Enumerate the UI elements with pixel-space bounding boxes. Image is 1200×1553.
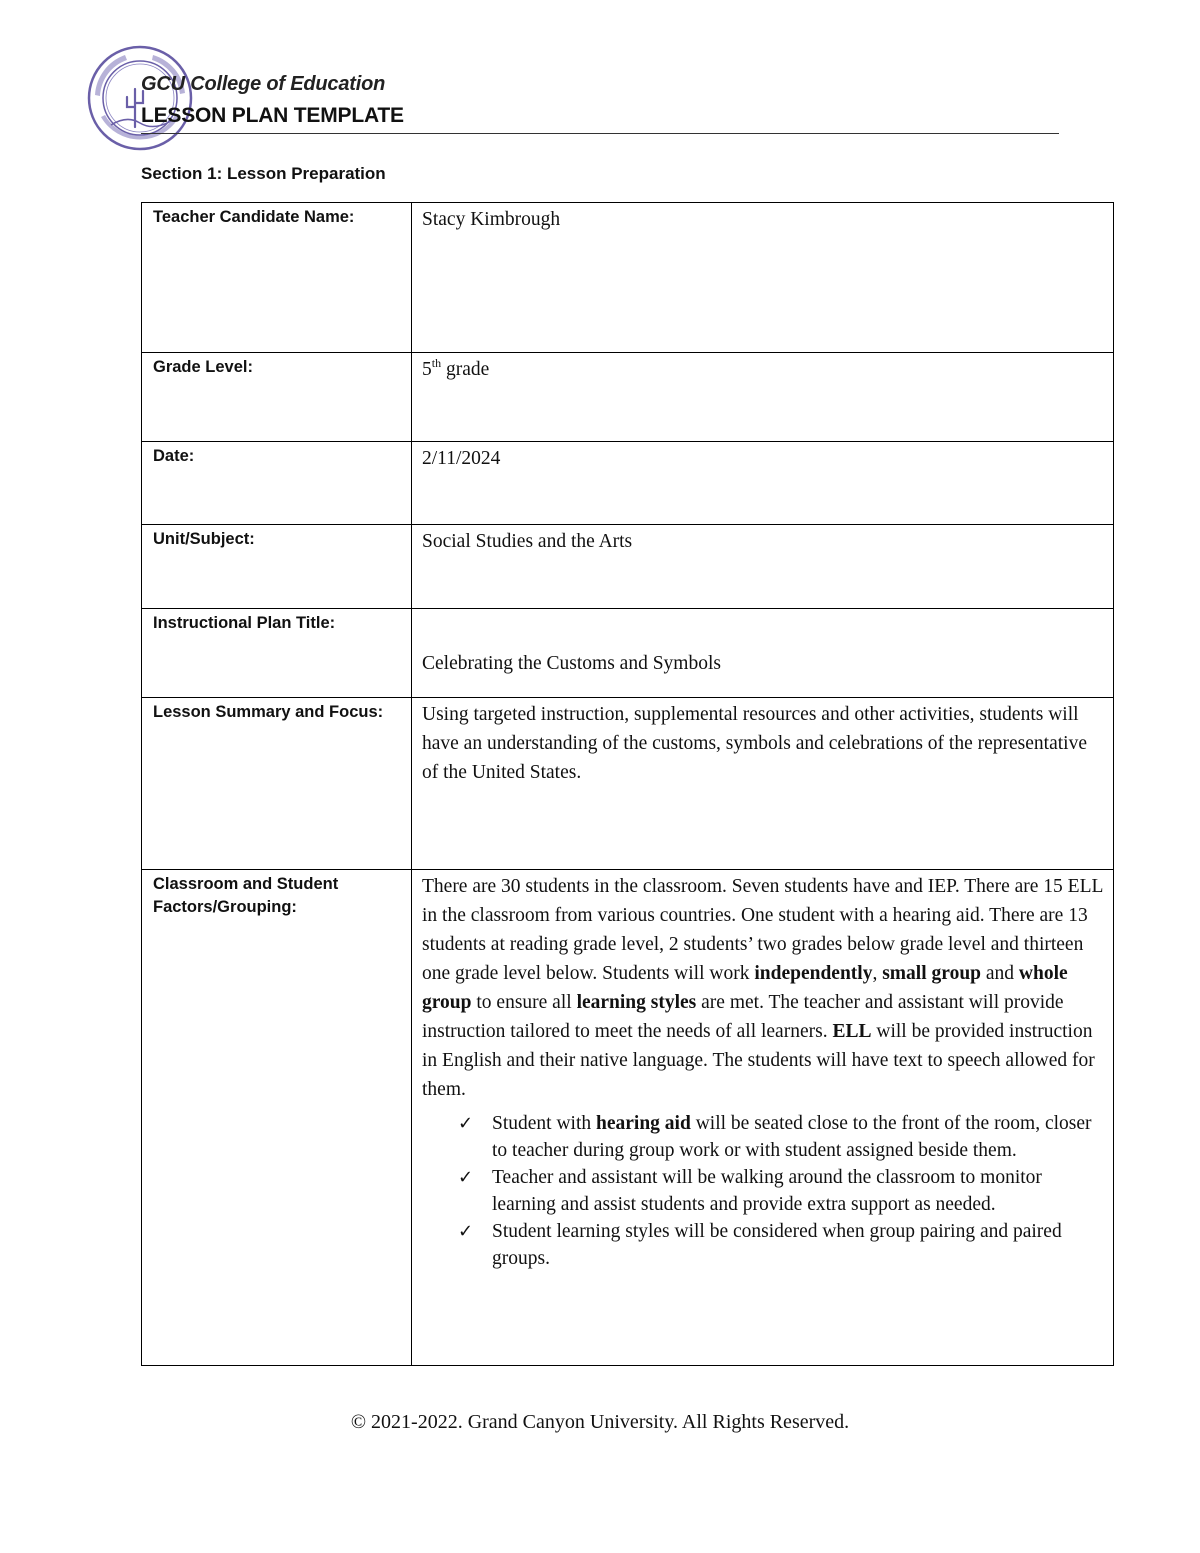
- row-label: Lesson Summary and Focus:: [142, 698, 412, 870]
- row-label: Grade Level:: [142, 353, 412, 442]
- list-item: ✓ Student learning styles will be considered when group pairing and paired groups.: [492, 1218, 1103, 1272]
- accommodations-list: [422, 1110, 1103, 1272]
- lesson-preparation-table: [141, 202, 1114, 1366]
- row-label: Classroom and Student Factors/Grouping:: [142, 870, 412, 1366]
- checkmark-icon: ✓: [458, 1167, 474, 1188]
- row-label: Date:: [142, 442, 412, 525]
- table-row: [142, 698, 1114, 870]
- grade-level-value: 5th grade: [412, 353, 1114, 442]
- teacher-name-value: Stacy Kimbrough: [412, 203, 1114, 353]
- row-label: Teacher Candidate Name:: [142, 203, 412, 353]
- table-row: [142, 442, 1114, 525]
- checkmark-icon: ✓: [458, 1113, 474, 1134]
- unit-subject-value: Social Studies and the Arts: [412, 525, 1114, 609]
- classroom-factors-value: [412, 870, 1114, 1366]
- plan-title-value: Celebrating the Customs and Symbols: [412, 609, 1114, 698]
- table-row: [142, 525, 1114, 609]
- university-seal-icon: [87, 45, 193, 151]
- factors-paragraph: There are 30 students in the classroom. Seven students have and IEP. There are 15 ELL in the classroom from various countries. One student with a hearing aid. There are 13 students at reading grade level, 2 students’ two grades below grade level and thirteen one grade level below. Students will work independently, small group and whole group to ensure all learning styles are met. The teacher and assistant will provide instruction tailored to meet the needs of all learners. ELL will be provided instruction in English and their native language. The students will have text to speech allowed for them.: [422, 876, 1103, 1100]
- row-label: Instructional Plan Title:: [142, 609, 412, 698]
- lesson-summary-value: Using targeted instruction, supplemental resources and other activities, students will have an understanding of the customs, symbols and celebrations of the representative of the United States.: [412, 698, 1114, 870]
- table-row: [142, 609, 1114, 698]
- checkmark-icon: ✓: [458, 1221, 474, 1242]
- list-item: ✓ Student with hearing aid will be seated close to the front of the room, closer to teacher during group work or with student assigned beside them.: [492, 1110, 1103, 1164]
- row-label: Unit/Subject:: [142, 525, 412, 609]
- college-name: GCU College of Education: [141, 73, 386, 95]
- table-row: [142, 870, 1114, 1366]
- header-divider: [141, 133, 1059, 134]
- copyright-footer: © 2021-2022. Grand Canyon University. All Rights Reserved.: [350, 1411, 850, 1433]
- section-heading: Section 1: Lesson Preparation: [141, 164, 386, 183]
- list-item: ✓ Teacher and assistant will be walking around the classroom to monitor learning and assist students and provide extra support as needed.: [492, 1164, 1103, 1218]
- table-row: [142, 353, 1114, 442]
- table-row: [142, 203, 1114, 353]
- document-title: LESSON PLAN TEMPLATE: [141, 104, 404, 127]
- date-value: 2/11/2024: [412, 442, 1114, 525]
